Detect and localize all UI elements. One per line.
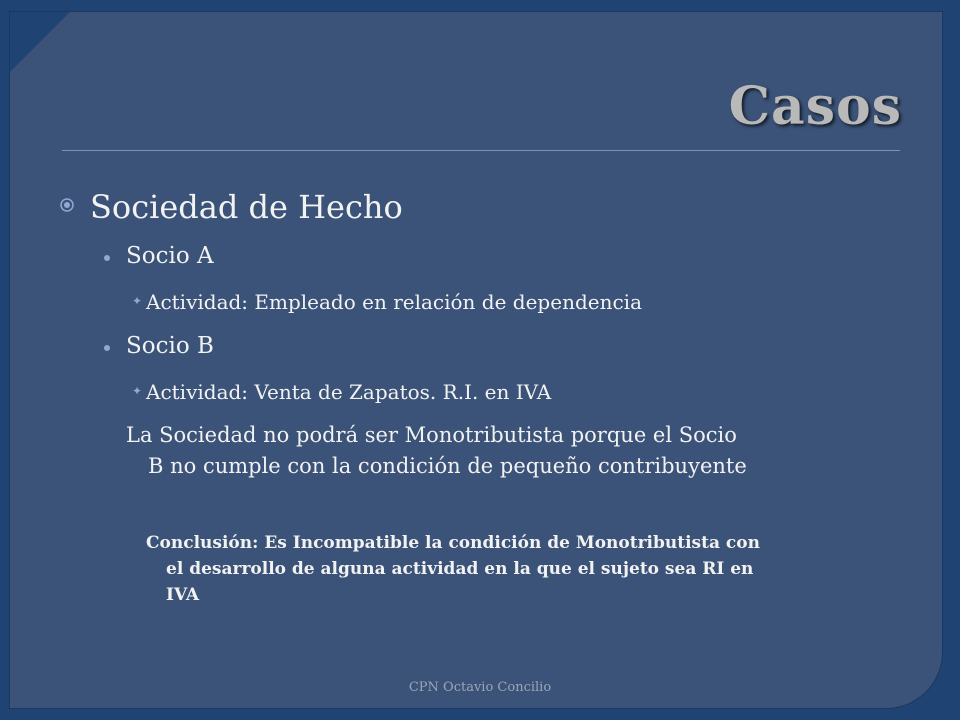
explanation-paragraph bbox=[126, 420, 916, 482]
target-bullet-icon bbox=[60, 198, 74, 212]
dot-bullet-icon bbox=[104, 345, 110, 351]
socio-a-actividad: Actividad: Empleado en relación de dependencia bbox=[146, 290, 642, 314]
main-bullet-text: Sociedad de Hecho bbox=[90, 188, 403, 226]
slide-title: Casos bbox=[728, 76, 902, 137]
conclusion-line: IVA bbox=[166, 585, 200, 605]
title-divider bbox=[62, 150, 900, 151]
socio-b-label: Socio B bbox=[126, 333, 214, 359]
conclusion-paragraph bbox=[146, 530, 916, 608]
paragraph-line: La Sociedad no podrá ser Monotributista porque el Socio bbox=[126, 423, 737, 447]
small-star-bullet-icon: ✦ bbox=[132, 294, 143, 308]
paragraph-line: B no cumple con la condición de pequeño contribuyente bbox=[148, 454, 747, 478]
socio-a-label: Socio A bbox=[126, 243, 214, 269]
dot-bullet-icon bbox=[104, 255, 110, 261]
footer-text: CPN Octavio Concilio bbox=[408, 680, 552, 695]
small-star-bullet-icon: ✦ bbox=[132, 384, 143, 398]
conclusion-line: el desarrollo de alguna actividad en la que el sujeto sea RI en bbox=[166, 559, 754, 579]
socio-b-actividad: Actividad: Venta de Zapatos. R.I. en IVA bbox=[146, 380, 552, 404]
conclusion-line: Conclusión: Es Incompatible la condición de Monotributista con bbox=[146, 533, 760, 553]
